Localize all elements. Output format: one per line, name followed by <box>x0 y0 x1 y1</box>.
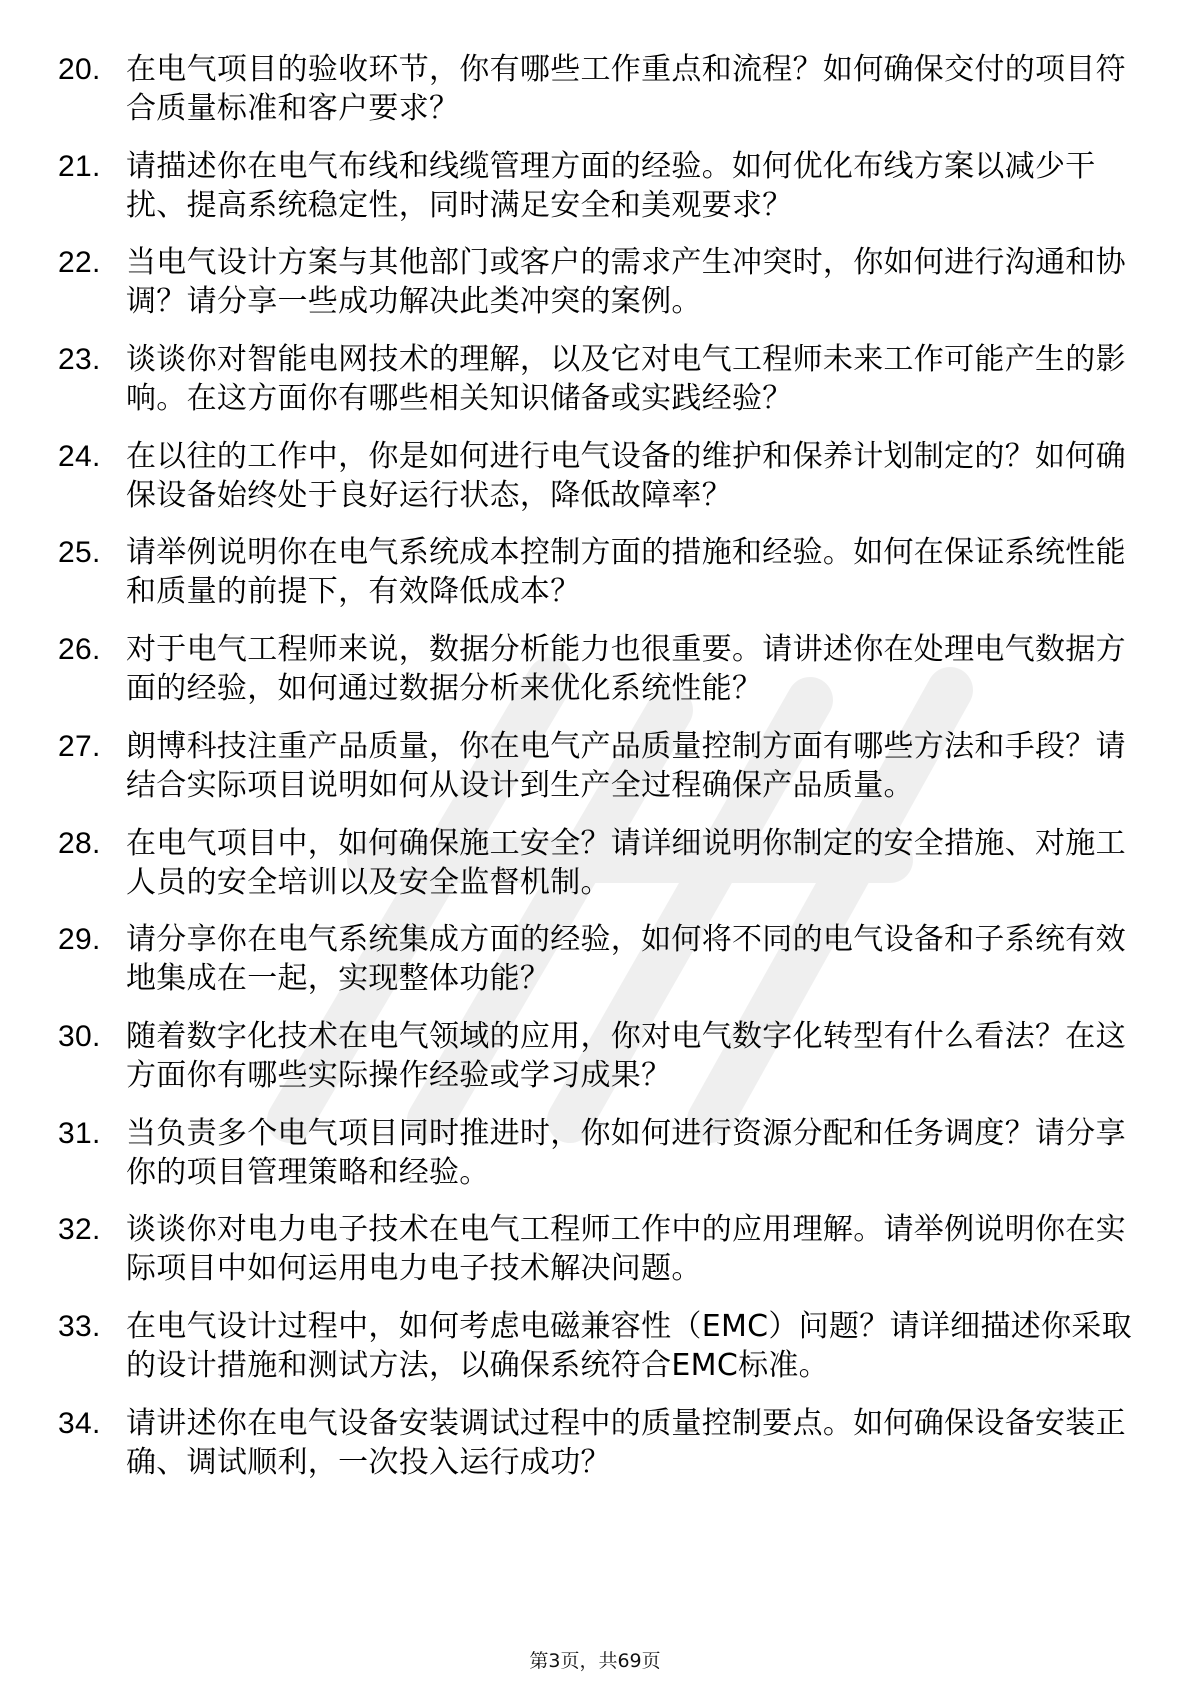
question-number: 27. <box>58 729 101 763</box>
question-item-30 <box>58 1017 1138 1095</box>
question-number: 30. <box>58 1019 101 1053</box>
question-number: 21. <box>58 149 101 183</box>
question-item-27 <box>58 727 1138 805</box>
question-item-20 <box>58 50 1138 128</box>
question-text: 请分享你在电气系统集成方面的经验，如何将不同的电气设备和子系统有效地集成在一起，实现整体功能？ <box>126 922 1126 997</box>
question-item-21 <box>58 147 1138 225</box>
question-number: 24. <box>58 439 101 473</box>
question-text: 请讲述你在电气设备安装调试过程中的质量控制要点。如何确保设备安装正确、调试顺利，一次投入运行成功？ <box>126 1405 1126 1480</box>
question-text: 在电气设计过程中，如何考虑电磁兼容性（EMC）问题？请详细描述你采取的设计措施和测试方法，以确保系统符合EMC标准。 <box>126 1308 1132 1383</box>
question-item-31 <box>58 1114 1138 1192</box>
question-number: 33. <box>58 1309 101 1343</box>
question-text: 在电气项目的验收环节，你有哪些工作重点和流程？如何确保交付的项目符合质量标准和客户要求？ <box>126 52 1126 126</box>
question-item-24 <box>58 437 1138 515</box>
question-number: 26. <box>58 633 101 667</box>
question-list <box>58 50 1138 1500</box>
question-text: 谈谈你对电力电子技术在电气工程师工作中的应用理解。请举例说明你在实际项目中如何运用电力电子技术解决问题。 <box>126 1212 1126 1287</box>
question-item-32 <box>58 1210 1138 1288</box>
question-text: 请举例说明你在电气系统成本控制方面的措施和经验。如何在保证系统性能和质量的前提下，有效降低成本？ <box>126 535 1126 610</box>
question-item-34 <box>58 1404 1138 1482</box>
question-text: 对于电气工程师来说，数据分析能力也很重要。请讲述你在处理电气数据方面的经验，如何通过数据分析来优化系统性能？ <box>126 632 1126 707</box>
question-item-29 <box>58 920 1138 998</box>
question-item-33 <box>58 1307 1138 1385</box>
question-number: 22. <box>58 246 101 280</box>
question-text: 当负责多个电气项目同时推进时，你如何进行资源分配和任务调度？请分享你的项目管理策略和经验。 <box>126 1115 1126 1190</box>
question-text: 当电气设计方案与其他部门或客户的需求产生冲突时，你如何进行沟通和协调？请分享一些成功解决此类冲突的案例。 <box>126 245 1126 320</box>
question-text: 谈谈你对智能电网技术的理解，以及它对电气工程师未来工作可能产生的影响。在这方面你有哪些相关知识储备或实践经验？ <box>126 342 1126 417</box>
question-number: 25. <box>58 536 101 570</box>
page-number-label: 第3页，共69页 <box>529 1650 661 1672</box>
question-number: 31. <box>58 1116 101 1150</box>
question-text: 请描述你在电气布线和线缆管理方面的经验。如何优化布线方案以减少干扰、提高系统稳定性，同时满足安全和美观要求？ <box>126 148 1096 223</box>
question-number: 28. <box>58 826 101 860</box>
question-text: 在电气项目中，如何确保施工安全？请详细说明你制定的安全措施、对施工人员的安全培训以及安全监督机制。 <box>126 825 1126 900</box>
question-item-23 <box>58 340 1138 418</box>
question-number: 20. <box>58 53 101 86</box>
question-number: 29. <box>58 923 101 957</box>
question-item-26 <box>58 630 1138 708</box>
question-number: 32. <box>58 1213 101 1247</box>
question-item-28 <box>58 824 1138 902</box>
question-number: 23. <box>58 343 101 377</box>
question-text: 随着数字化技术在电气领域的应用，你对电气数字化转型有什么看法？在这方面你有哪些实际操作经验或学习成果？ <box>126 1018 1126 1093</box>
question-text: 在以往的工作中，你是如何进行电气设备的维护和保养计划制定的？如何确保设备始终处于良好运行状态，降低故障率？ <box>126 438 1126 513</box>
question-text: 朗博科技注重产品质量，你在电气产品质量控制方面有哪些方法和手段？请结合实际项目说明如何从设计到生产全过程确保产品质量。 <box>126 728 1126 803</box>
question-item-25 <box>58 533 1138 611</box>
question-number: 34. <box>58 1406 101 1440</box>
question-item-22 <box>58 243 1138 321</box>
page-footer <box>0 1650 1190 1672</box>
